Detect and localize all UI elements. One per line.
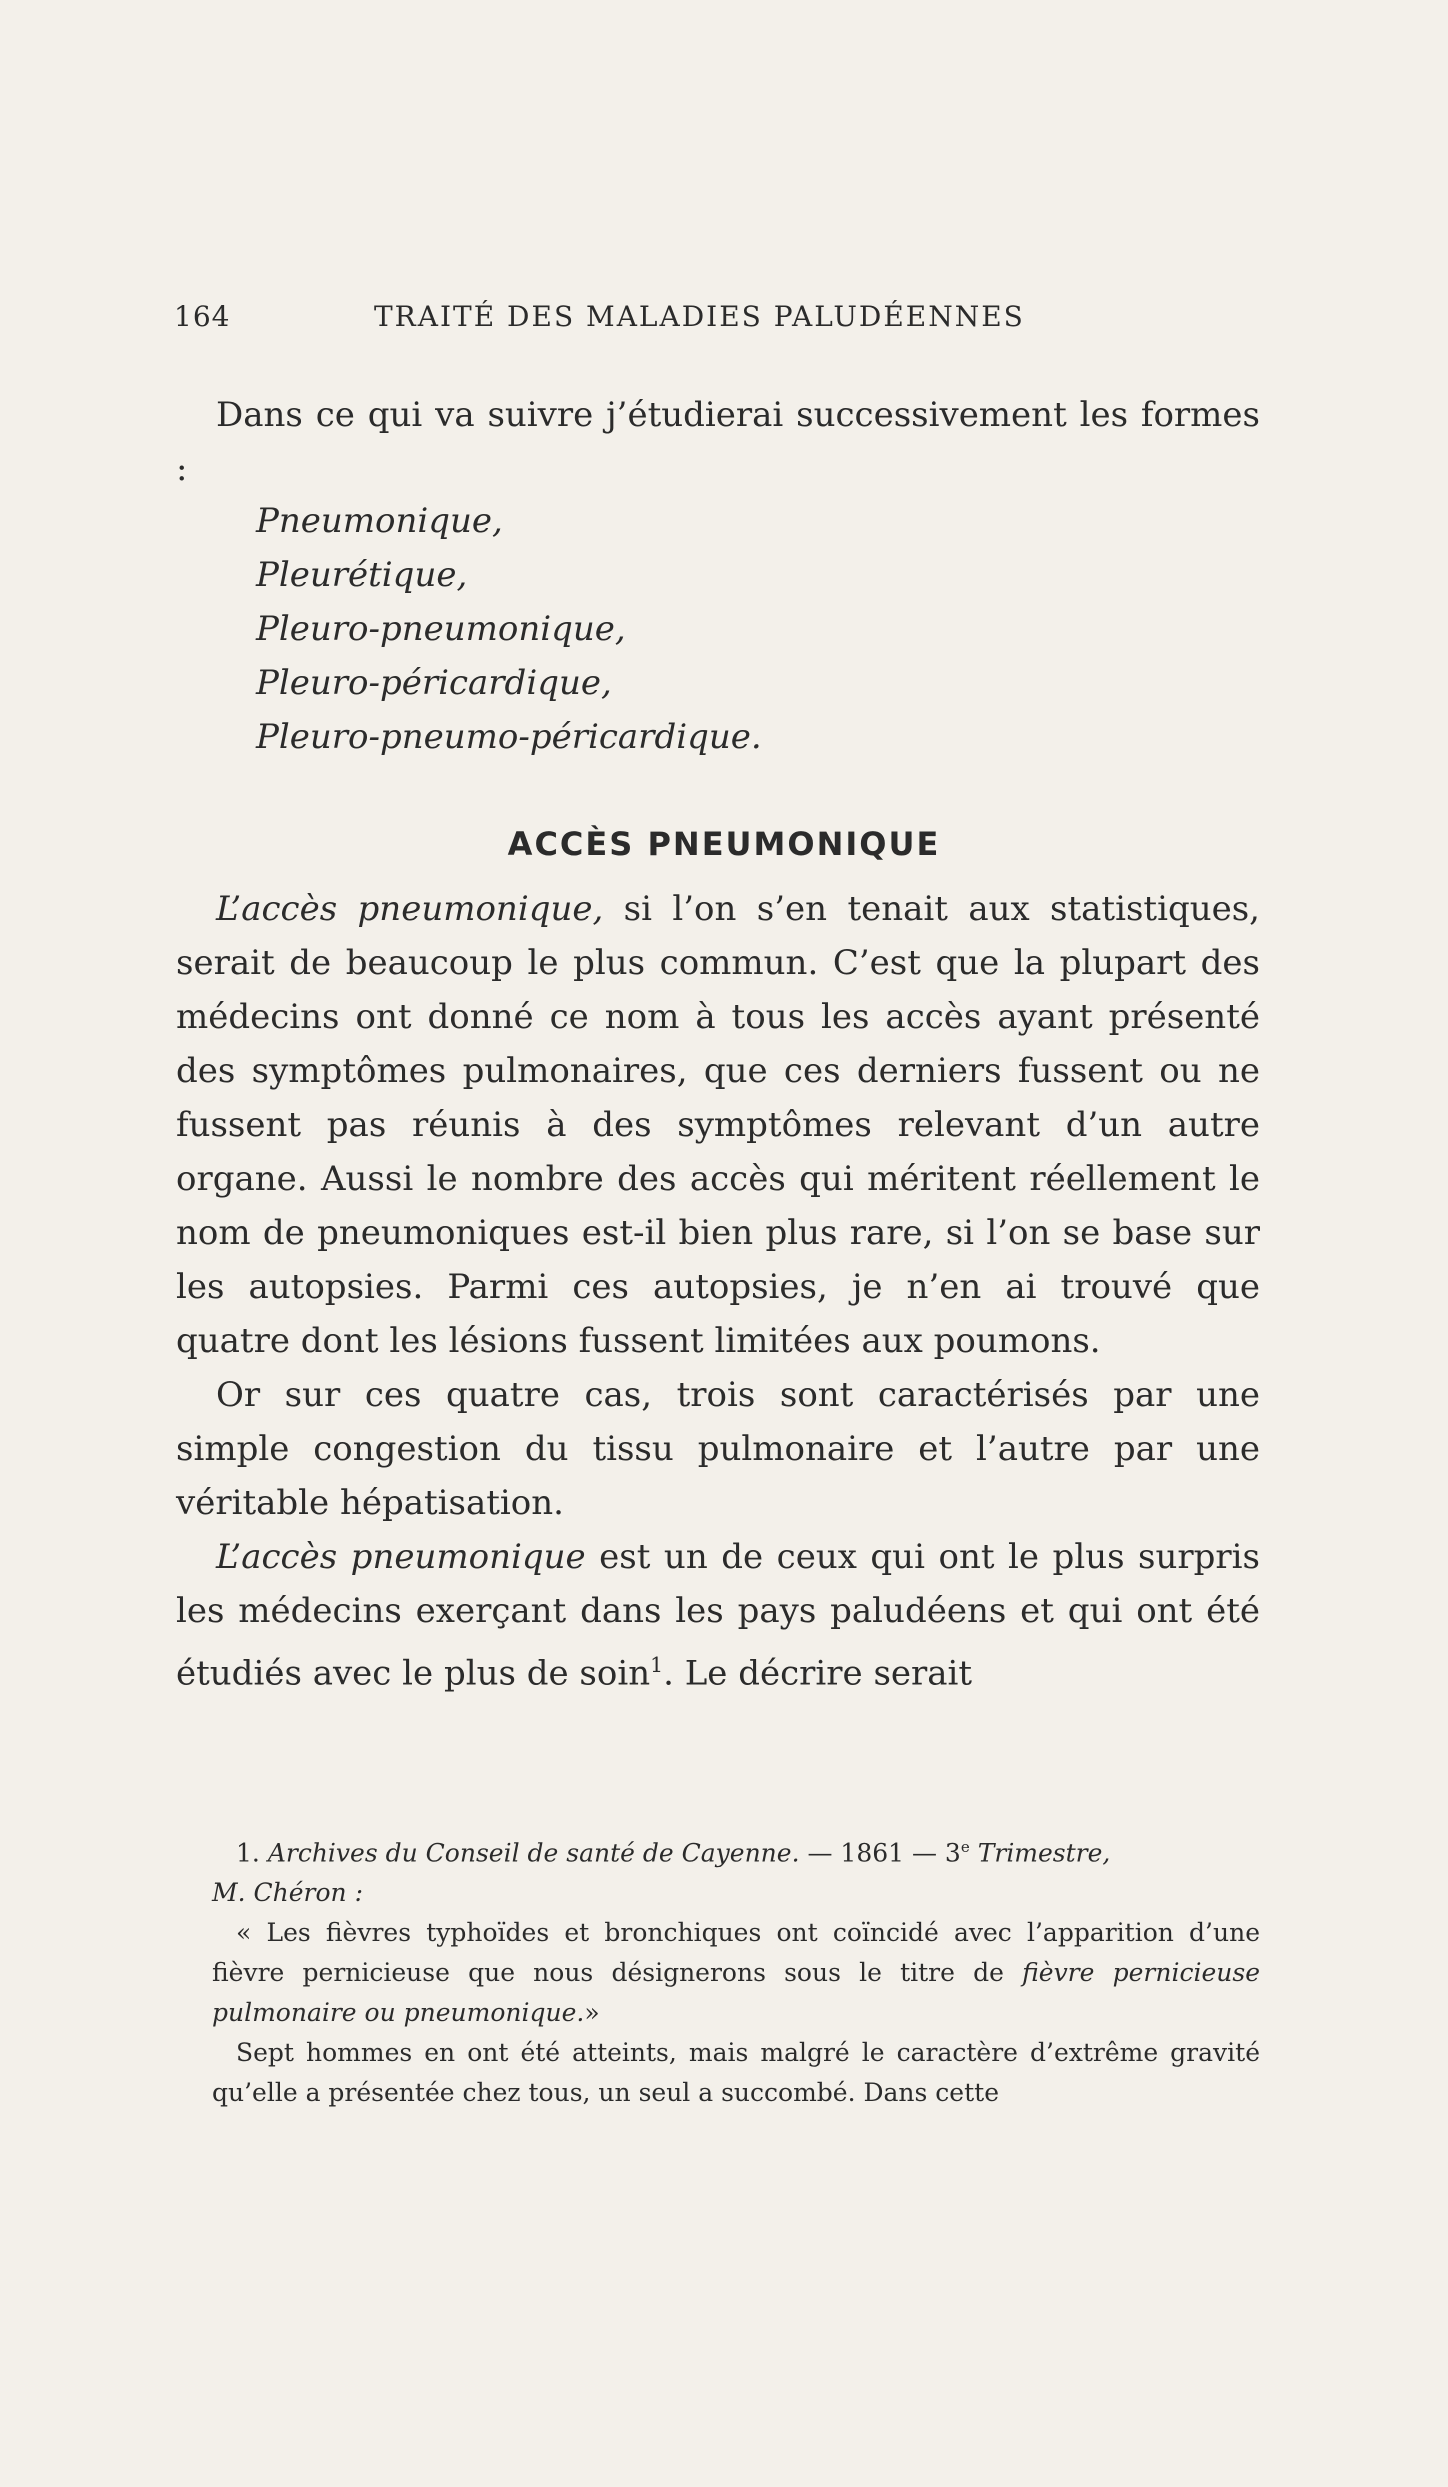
page-number: 164 <box>174 300 231 333</box>
footnotes <box>212 1827 1260 2113</box>
form-item: Pneumonique, <box>256 501 503 541</box>
footnote-quote-text: « Les fièvres typhoïdes et bronchiques ont coïncidé avec l’apparition d’une fièvre pernicieuse que nous désignerons sous le titre de <box>212 1918 1260 1988</box>
footnote-quote-close: » <box>584 1998 600 2028</box>
footnote-trimester: Trimestre, <box>977 1838 1111 1868</box>
section-body <box>176 882 1260 1700</box>
footnote-quote-emphasis: fièvre pernicieuse pulmonaire ou pneumonique. <box>212 1958 1260 2028</box>
footnote-number: 1. <box>236 1838 260 1868</box>
paragraph-1-text: si l’on s’en tenait aux statistiques, serait de beaucoup le plus commun. C’est que la plupart des médecins ont donné ce nom à tous les accès ayant présenté des symptômes pulmonaires, que ces derniers fussent ou ne fussent pas réunis à des symptômes relevant d’un autre organe. Aussi le nombre des accès qui méritent réellement le nom de pneumoniques est-il bien plus rare, si l’on se base sur les autopsies. Parmi ces autopsies, je n’en ai trouvé que quatre dont les lésions fussent limitées aux poumons. <box>176 889 1260 1361</box>
section-heading: ACCÈS PNEUMONIQUE <box>507 825 941 863</box>
paragraph-3-lead: L’accès pneumonique <box>216 1537 586 1577</box>
footnote-ref: 1 <box>650 1653 664 1677</box>
paragraph-3-end: . Le décrire serait <box>663 1653 973 1694</box>
paragraph-3 <box>176 1530 1260 1700</box>
intro-text: Dans ce qui va suivre j’étudierai successivement les formes : <box>176 395 1260 489</box>
paragraph-3-text: est un de ceux qui ont le plus surpris les médecins exerçant dans les pays paludéens et qui ont été étudiés avec le plus de soin <box>176 1537 1260 1694</box>
form-item: Pleuro-pneumonique, <box>256 609 626 649</box>
paragraph-1-lead: L’accès pneumonique, <box>216 889 604 929</box>
form-item: Pleurétique, <box>256 555 468 595</box>
footnote-paragraph-2: Sept hommes en ont été atteints, mais malgré le caractère d’extrême gravité qu’elle a présentée chez tous, un seul a succombé. Dans cette <box>212 2038 1260 2108</box>
form-item: Pleuro-pneumo-péricardique. <box>256 717 762 757</box>
footnote-date: — 1861 — 3 <box>799 1838 961 1868</box>
running-title: TRAITÉ DES MALADIES PALUDÉENNES <box>374 300 1025 333</box>
paragraph-2: Or sur ces quatre cas, trois sont caractérisés par une simple congestion du tissu pulmonaire et l’autre par une véritable hépatisation. <box>176 1375 1260 1523</box>
intro-paragraph <box>176 388 1260 496</box>
footnote-1 <box>212 1827 1260 1873</box>
footnote-author-line <box>212 1873 1260 1913</box>
footnote-sup: e <box>960 1838 970 1856</box>
footnote-author: M. Chéron : <box>212 1878 363 1908</box>
paragraph-1 <box>176 882 1260 1368</box>
forms-list <box>256 494 762 764</box>
footnote-source: Archives du Conseil de santé de Cayenne. <box>267 1838 800 1868</box>
footnote-quote <box>212 1913 1260 2033</box>
form-item: Pleuro-péricardique, <box>256 663 612 703</box>
